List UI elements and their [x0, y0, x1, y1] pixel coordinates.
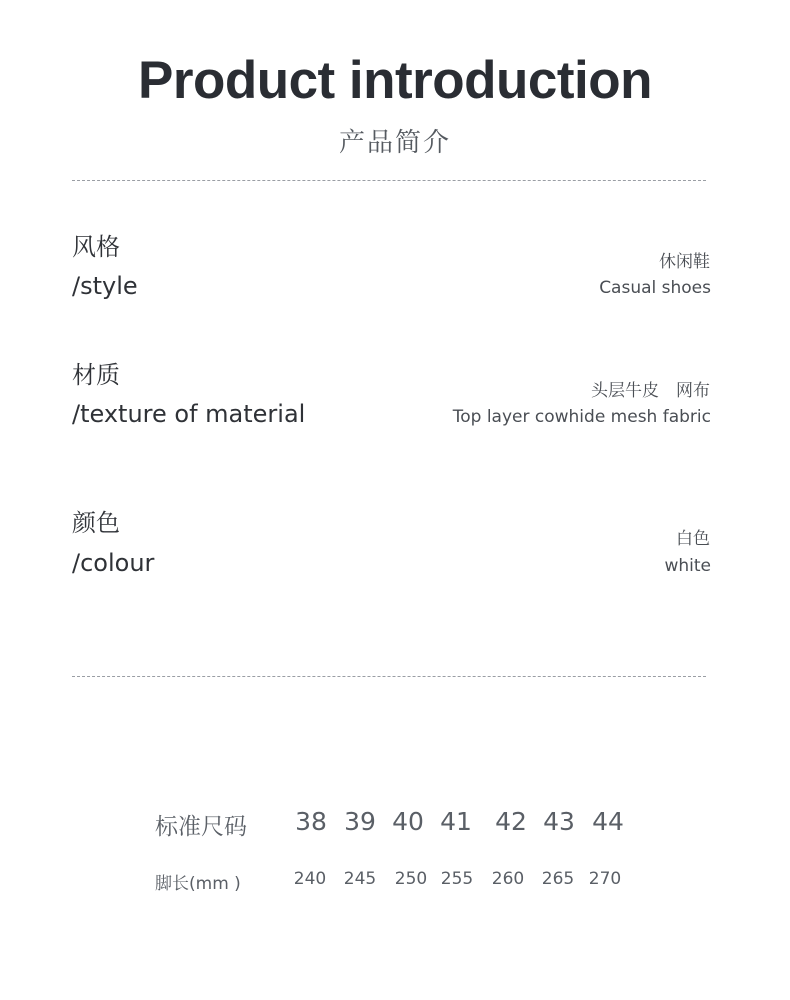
length-cell: 260 — [491, 869, 525, 889]
page-title: Product introduction — [137, 51, 653, 110]
size-cell: 43 — [543, 807, 575, 836]
style-value-cn: 休闲鞋 — [659, 252, 710, 272]
style-label-en: /style — [72, 272, 138, 300]
size-cell: 44 — [592, 807, 624, 836]
colour-value-cn: 白色 — [676, 529, 710, 549]
size-cell: 39 — [344, 807, 376, 836]
length-cell: 240 — [293, 869, 327, 889]
material-value-cn: 头层牛皮 网布 — [591, 381, 710, 401]
material-label-cn: 材质 — [72, 361, 120, 389]
style-label-cn: 风格 — [72, 233, 120, 261]
divider-bottom — [72, 676, 706, 677]
size-cell: 42 — [495, 807, 527, 836]
size-cell: 40 — [392, 807, 424, 836]
length-cell: 265 — [541, 869, 575, 889]
size-cell: 41 — [440, 807, 472, 836]
divider-top — [72, 180, 706, 181]
style-value-en: Casual shoes — [599, 278, 711, 298]
length-cell: 250 — [394, 869, 428, 889]
size-cell: 38 — [295, 807, 327, 836]
size-row-label: 标准尺码 — [155, 814, 247, 840]
colour-label-cn: 颜色 — [72, 509, 120, 537]
length-cell: 255 — [440, 869, 474, 889]
material-value-en: Top layer cowhide mesh fabric — [452, 407, 711, 427]
material-label-en: /texture of material — [72, 400, 306, 428]
length-cell: 245 — [343, 869, 377, 889]
colour-label-en: /colour — [72, 549, 155, 577]
page-subtitle: 产品简介 — [338, 128, 451, 158]
colour-value-en: white — [664, 556, 711, 576]
length-row-label: 脚长(mm ) — [155, 874, 241, 894]
length-cell: 270 — [588, 869, 622, 889]
